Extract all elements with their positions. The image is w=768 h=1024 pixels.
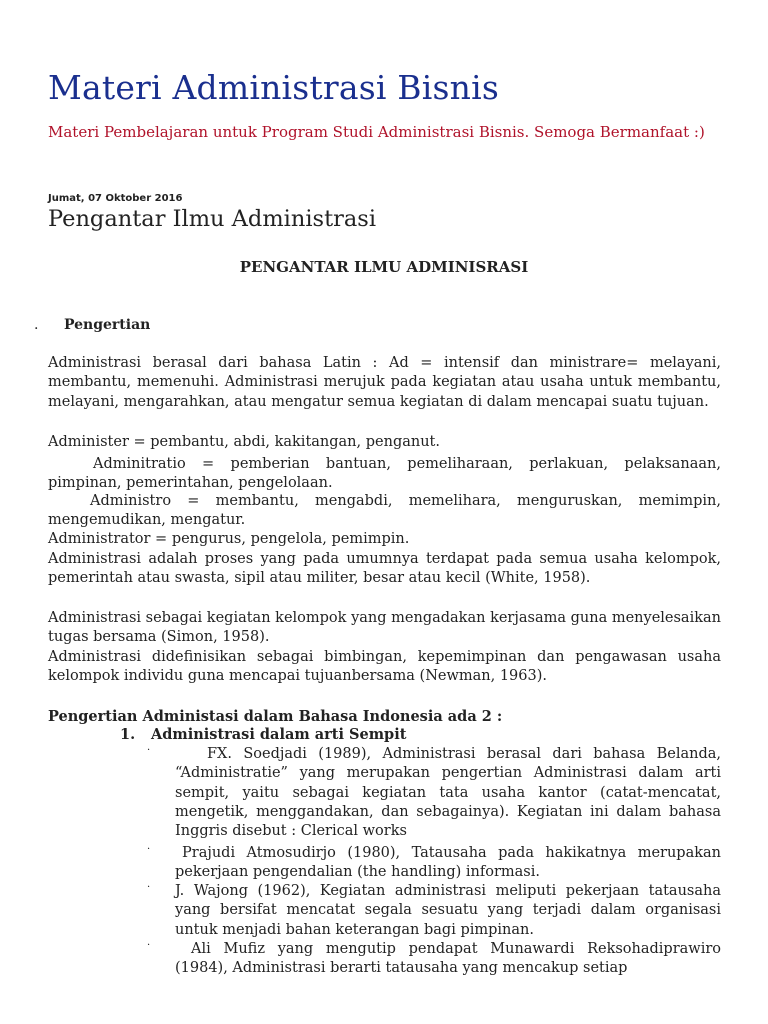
blog-title[interactable]: Materi Administrasi Bisnis [48,68,499,107]
subheading-pengertian-indonesia: Pengertian Administasi dalam Bahasa Indonesia ada 2 : [48,708,503,725]
numbered-item-1 [120,726,406,743]
bullet-marker-4: · [147,940,151,951]
bullet-item-wajong: J. Wajong (1962), Kegiatan administrasi meliputi pekerjaan tatausaha yang bersifat mencatat segala sesuatu yang terjadi dalam organisasi untuk menjadi bahan keterangan bagi pimpinan. [175,883,721,938]
paragraph-newman: Administrasi didefinisikan sebagai bimbingan, kepemimpinan dan pengawasan usaha kelompok individu guna mencapai tujuanbersama (Newman, 1963). [48,649,721,685]
section-marker: . [34,317,39,333]
paragraph-simon: Administrasi sebagai kegiatan kelompok yang mengadakan kerjasama guna menyelesaikan tugas bersama (Simon, 1958). [48,610,721,646]
section-title: Pengertian [64,317,151,333]
paragraph-administro: Administro = membantu, mengabdi, memelihara, menguruskan, memimpin, mengemudikan, mengatur. [48,493,721,529]
paragraph-definition-latin: Administrasi berasal dari bahasa Latin : Ad = intensif dan ministrare= melayani, membantu, memenuhi. Administrasi merujuk pada kegiatan atau usaha untuk membantu, melayani, mengarahkan, atau mengatur semua kegiatan di dalam mencapai suatu tujuan. [48,355,721,410]
post-title[interactable]: Pengantar Ilmu Administrasi [48,206,377,232]
bullet-marker-3: · [147,882,151,893]
bullet-item-alimufiz: Ali Mufiz yang mengutip pendapat Munawardi Reksohadiprawiro (1984), Administrasi berarti tatausaha yang mencakup setiap [175,941,721,977]
section-heading [34,317,150,333]
bullet-item-prajudi: Prajudi Atmosudirjo (1980), Tatausaha pada hakikatnya merupakan pekerjaan pengendalian (the handling) informasi. [175,845,721,881]
document-heading: PENGANTAR ILMU ADMINISRASI [239,258,529,276]
bullet-marker-2: · [147,844,151,855]
paragraph-adminitratio: Adminitratio = pemberian bantuan, pemeliharaan, perlakuan, pelaksanaan, pimpinan, pemerintahan, pengelolaan. [48,456,721,492]
paragraph-administrator: Administrator = pengurus, pengelola, pemimpin. [48,531,410,547]
blog-description: Materi Pembelajaran untuk Program Studi Administrasi Bisnis. Semoga Bermanfaat :) [48,123,705,141]
item-number: 1. [120,726,136,743]
paragraph-white: Administrasi adalah proses yang pada umumnya terdapat pada semua usaha kelompok, pemerintah atau swasta, sipil atau militer, besar atau kecil (White, 1958). [48,551,721,587]
paragraph-administer: Administer = pembantu, abdi, kakitangan, penganut. [48,434,440,450]
item-label: Administrasi dalam arti Sempit [151,726,407,743]
bullet-item-soedjadi: FX. Soedjadi (1989), Administrasi berasal dari bahasa Belanda, “Administratie” yang merupakan pengertian Administrasi dalam arti sempit, yaitu sebagai kegiatan tata usaha kantor (catat-mencatat, mengetik, menggandakan, dan sebagainya). Kegiatan ini dalam bahasa Inggris disebut : Clerical works [175,746,721,840]
post-date: Jumat, 07 Oktober 2016 [48,193,183,204]
bullet-marker-1: · [147,745,151,756]
